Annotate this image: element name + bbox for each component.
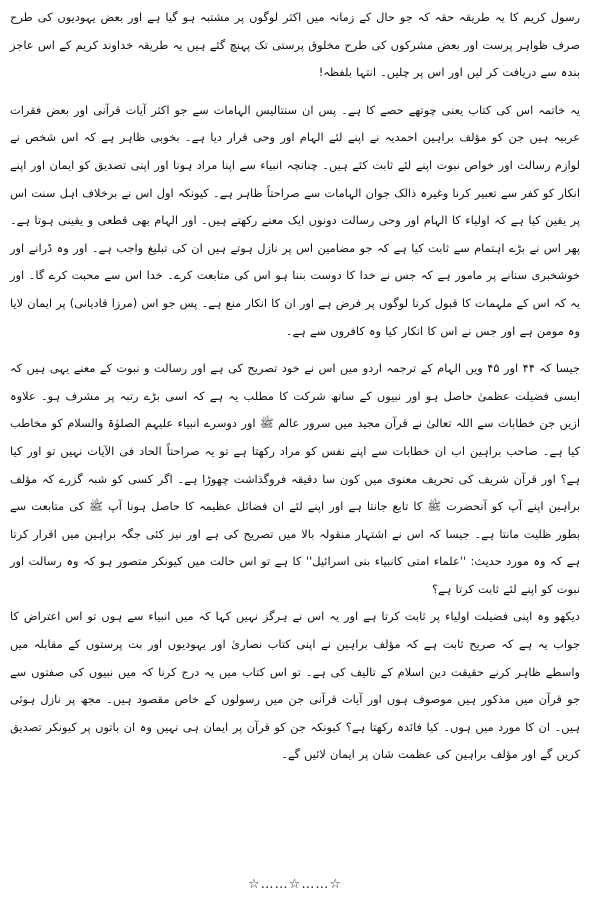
paragraph-2: یہ خاتمہ اس کی کتاب یعنی چوتھے حصے کا ہے۔ پس ان سنتالیس الہامات سے جو اکثر آیات قرآنی اور بعض فقرات عربیہ ہیں جن کو مؤلف براہین احمدیہ نے اپنے لئے الہام اور وحی قرار دیا ہے۔ بخوبی ظاہر ہے کہ اس شخص نے لوازم رسالت اور خواص نبوت اپنے لئے ثابت کئے ہیں۔ چنانچہ انبیاء سے اپنا مراد ہونا اور اپنی تصدیق کو ایمان اور اپنے انکار کو کفر سے تعبیر کرنا وغیرہ ذالک جوان الہامات سے صراحتاً ظاہر ہے۔ کیونکہ اول اس نے برخلاف اہل سنت اس پر یقین کیا ہے کہ اولیاء کا الہام اور وحی رسالت دونوں ایک معنے رکھتے ہیں۔ اور الہام بھی قطعی و یقینی ہوتا ہے۔ پھر اس نے بڑے اہتمام سے ثابت کیا ہے کہ جو مضامین اس پر نازل ہوتے ہیں ان کی تبلیغ واجب ہے۔ اور وہ ڈرانے اور خوشخبری سنانے پر مامور ہے کہ جس نے خدا کا دوست بننا ہو اس کی متابعت کرے۔ خدا اس سے محبت کرے گا۔ اور یہ کہ اس کے ملہمات کا قبول کرنا لوگوں پر فرض ہے اور ان کا انکار منع ہے۔ پس جو اس (مرزا قادیانی) پر ایمان لایا وہ مومن ہے اور جس نے اس کا انکار کیا وہ کافروں سے ہے۔: [10, 102, 580, 338]
paragraph-3: جیسا کہ ۴۴ اور ۴۵ ویں الہام کے ترجمہ اردو میں اس نے خود تصریح کی ہے اور رسالت و نبوت کے معنے یہی ہیں کہ ایسی فضیلت عظمیٰ حاصل ہو اور نبیوں کے ساتھ شرکت کا مطلب یہ ہے کہ اسی بڑے رتبہ پر مشرف ہو۔ علاوہ ازیں جن خطابات سے اللہ تعالیٰ نے قرآن مجید میں سرور عالم ﷺ اور دوسرے انبیاء علیہم الصلوٰۃ والسلام کو مخاطب کیا ہے۔ صاحب براہین اب ان خطابات سے اپنے نفس کو مراد رکھتا ہے تو یہ صراحتاً الحاد فی الآیات نہیں تو اور کیا ہے؟ اور قرآن شریف کی تحریف معنوی میں کون سا دقیقہ فروگذاشت چھوڑا ہے۔ اگر کسی کو شبہ گزرے کہ مؤلف براہین اپنے آپ کو آنحضرت ﷺ کا تابع جانتا ہے اور اپنے لئے ان فضائل عظیمہ کا حاصل ہونا آپ ﷺ کی متابعت سے بطور ظلیت مانتا ہے۔ جیسا کہ اس نے اشتہار منقولہ بالا میں تصریح کی ہے اور نیز کئی جگہ براہین میں اقرار کرتا ہے کہ وہ مورد حدیث: ''علماء امتی کانبیاء بنی اسرائیل'' کا ہے تو اس حالت میں کیونکر متصور ہو کہ وہ رسالت اور نبوت کو اپنے لئے ثابت کرتا ہے؟: [10, 361, 580, 596]
paragraph-4: دیکھو وہ اپنی فضیلت اولیاء پر ثابت کرتا ہے اور یہ اس نے ہرگز نہیں کہا کہ میں انبیاء سے ہوں تو اس اعتراض کا جواب یہ ہے کہ صریح ثابت ہے کہ مؤلف براہین نے اپنی کتاب نصاریٰ اور یہودیوں اور بت پرستوں کے مقابلہ میں واسطے ظاہر کرنے حقیقت دین اسلام کے تالیف کی ہے۔ تو اس کتاب میں یہ درج کرنا کہ میں نبیوں کی صفتوں سے جو قرآن میں مذکور ہیں موصوف ہوں اور آیات قرآنی جن میں رسولوں کے خاص مقصود ہیں۔ مجھ پر نازل ہوئی ہیں۔ ان کا مورد میں ہوں۔ کیا فائدہ رکھتا ہے؟ کیونکہ جن کو قرآن پر ایمان ہی نہیں وہ ان باتوں پر کیونکر تصدیق کریں گے اور مؤلف براہین کی عظمت شان پر ایمان لائیں گے۔: [10, 609, 580, 762]
section-end-ornament: ☆……☆……☆: [248, 877, 342, 892]
paragraph-1: رسول کریم کا یہ طریقہ حقہ کہ جو حال کے زمانہ میں اکثر لوگوں پر مشتبہ ہو گیا ہے اور بعض یہودیوں کی طرح صرف ظواہر پرست اور بعض مشرکوں کی طرح مخلوق پرستی تک پہنچ گئے ہیں یہ طریقہ خداوند کریم کے اس عاجز بندہ سے دریافت کر لیں اور اس پر چلیں۔ انتہا بلفظہ!: [10, 10, 580, 80]
